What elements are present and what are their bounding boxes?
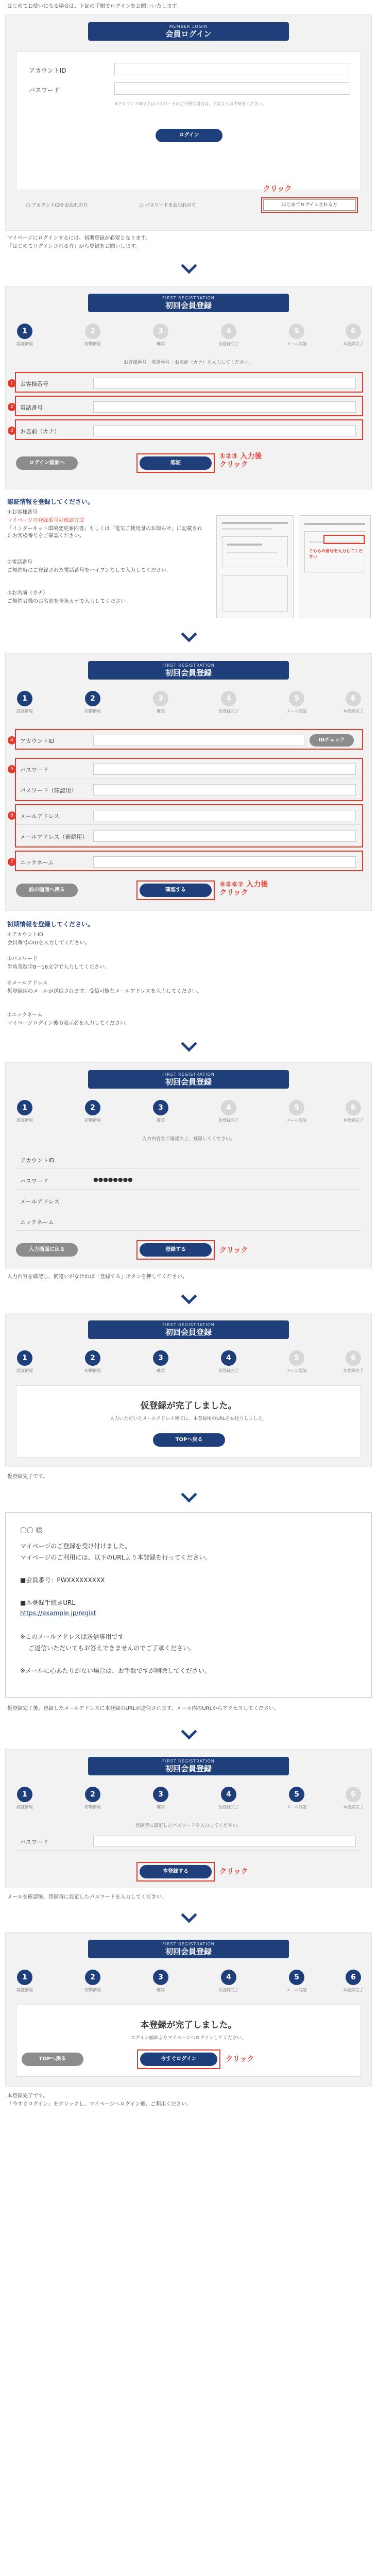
reg-card-title: FIRST REGISTRATION 初回会員登録 <box>88 294 289 312</box>
document-callout: こちらの番号を入力してください <box>309 549 363 559</box>
back-to-login-button[interactable]: ログイン画面へ <box>16 456 78 470</box>
forgot-id-link[interactable]: ○ アカウントIDをお忘れの方 <box>26 203 88 208</box>
step-indicator: 1 認証情報 2 初期情報 3 確認 4 仮登録完了 5 メール認証 6 本登録完了 <box>17 1350 360 1377</box>
step-indicator: 1 認証情報 2 初期情報 3 確認 4 仮登録完了 5 メール認証 6 本登録完了 <box>17 1100 360 1127</box>
back-button[interactable]: 前の画面へ戻る <box>16 884 78 897</box>
login-button[interactable]: ログイン <box>156 129 222 142</box>
password-label: パスワード <box>29 87 60 94</box>
account-label: アカウントID <box>29 67 66 74</box>
reg-step3-panel: FIRST REGISTRATION 初回会員登録 1 認証情報 2 初期情報 3 確認 4 仮登録完了 5 メール認証 6 本登録完了 入力内容をご確認の上、登録してください。 アカウントID パスワード ●●●●●●●● メールアドレス ニックネーム 入力画面に戻る 登録する クリック <box>5 1062 372 1268</box>
chevron-down-icon <box>181 1907 197 1923</box>
chevron-down-icon <box>181 1723 197 1739</box>
reg-step2-panel: FIRST REGISTRATION 初回会員登録 1 認証情報 2 初期情報 3 確認 4 仮登録完了 5 メール認証 6 本登録完了 4 アカウントID IDチェック 5 パスワード パスワード（確認用） 6 メールアドレス メールアドレス（確認用） 7 ニックネーム 前の画面へ戻る 確認する ④⑤⑥⑦ 入力後 クリック <box>5 653 372 911</box>
id-check-button[interactable]: IDチェック <box>310 734 354 747</box>
first-login-link[interactable]: はじめてログインされる方 <box>263 199 356 211</box>
forgot-password-link[interactable]: ○ パスワードをお忘れの方 <box>140 203 196 208</box>
chevron-down-icon <box>181 258 197 274</box>
step1-text1: マイページにログインするには、初期登録が必要となります。 <box>7 235 151 241</box>
password-input[interactable] <box>93 1836 356 1847</box>
reg-step5-panel: FIRST REGISTRATION 初回会員登録 1 認証情報 2 初期情報 3 確認 4 仮登録完了 5 メール認証 6 本登録完了 登録時に設定したパスワードを入力してください。 パスワード 本登録する クリック <box>5 1749 372 1888</box>
account-input[interactable] <box>114 63 350 75</box>
login-card-title: MEMBER LOGIN 会員ログイン <box>88 22 289 41</box>
first-login-highlight <box>261 197 358 213</box>
step-indicator: 1 認証情報 2 初期情報 3 確認 4 仮登録完了 5 メール認証 6 本登録完了 <box>17 324 360 350</box>
chevron-down-icon <box>181 1036 197 1052</box>
reg-step4-panel: FIRST REGISTRATION 初回会員登録 1 認証情報 2 初期情報 3 確認 4 仮登録完了 5 メール認証 6 本登録完了 仮登録が完了しました。 入力いただいたメールアドレス宛てに、本登録用のURLをお送りしました。 TOPへ戻る <box>5 1313 372 1467</box>
email-sample: 〇〇 様 マイページのご登録を受け付けました。 マイページのご利用には、以下のURLより本登録を行ってください。 ■会員番号：PWXXXXXXXXX ■本登録手続きURL https://example.jp/regist ※このメールアドレスは送信専用です ご返信いただいてもお答えできませんのでご了承ください。 ※メールに心あたりがない場合は、お手数ですが削除してください。 <box>5 1512 372 1698</box>
sample-document-2 <box>299 515 371 618</box>
authenticate-button[interactable]: 認証 <box>140 456 212 470</box>
sample-document-1 <box>216 515 294 618</box>
chevron-down-icon <box>181 1486 197 1502</box>
step1-text2: 「はじめてログインされる方」から登録をお願いします。 <box>7 244 141 249</box>
chevron-down-icon <box>181 626 197 642</box>
annotation: ①②③ 入力後 クリック <box>219 452 262 469</box>
back-to-input-button[interactable]: 入力画面に戻る <box>16 1243 78 1257</box>
intro-text: はじめてお使いになる場合は、下記の手順でログインをお願いいたします。 <box>7 4 182 9</box>
register-button[interactable]: 登録する <box>140 1243 212 1257</box>
login-now-button[interactable]: 今すぐログイン <box>140 2053 217 2066</box>
reg1-desc: お客様番号・電話番号・お名前（カナ）を入力してください。 <box>123 360 253 365</box>
confirm-button[interactable]: 確認する <box>140 884 212 897</box>
provisional-complete-heading: 仮登録が完了しました。 <box>140 1401 237 1411</box>
reg-step6-panel: FIRST REGISTRATION 初回会員登録 1 認証情報 2 初期情報 3 確認 4 仮登録完了 5 メール認証 6 本登録完了 本登録が完了しました。 ログイン画面よりマイページへログインしてください。 TOPへ戻る 今すぐログイン クリック <box>5 1932 372 2087</box>
section-heading: 認証情報を登録してください。 <box>7 498 94 505</box>
top-return-button[interactable]: TOPへ戻る <box>22 2053 83 2066</box>
click-label: クリック <box>263 185 292 193</box>
step-indicator: 1 認証情報 2 初期情報 3 確認 4 仮登録完了 5 メール認証 6 本登録完了 <box>17 1787 360 1814</box>
registration-complete-heading: 本登録が完了しました。 <box>140 2020 237 2030</box>
final-register-button[interactable]: 本登録する <box>140 1865 212 1878</box>
step-indicator: 1 認証情報 2 初期情報 3 確認 4 仮登録完了 5 メール認証 6 本登録完了 <box>17 691 360 718</box>
chevron-down-icon <box>181 1288 197 1304</box>
password-mask: ●●●●●●●● <box>93 1176 133 1183</box>
registration-url-link[interactable]: https://example.jp/regist <box>20 1609 96 1617</box>
login-note: ※アカウントIDまたはパスワードがご不明な場合は、下記よりお手続きください。 <box>114 101 267 106</box>
top-return-button[interactable]: TOPへ戻る <box>153 1433 225 1447</box>
step-indicator: 1 認証情報 2 初期情報 3 確認 4 仮登録完了 5 メール認証 6 本登録完了 <box>17 1970 360 1996</box>
reg-step1-panel: FIRST REGISTRATION 初回会員登録 1 認証情報 2 初期情報 3 確認 4 仮登録完了 5 メール認証 6 本登録完了 お客様番号・電話番号・お名前（カナ）を入力してください。 1 お客様番号 2 電話番号 3 お名前（カナ） ログイン画面へ 認証 ①②③ 入力後 クリック <box>5 286 372 489</box>
login-panel <box>5 14 372 231</box>
password-input[interactable] <box>114 82 350 95</box>
